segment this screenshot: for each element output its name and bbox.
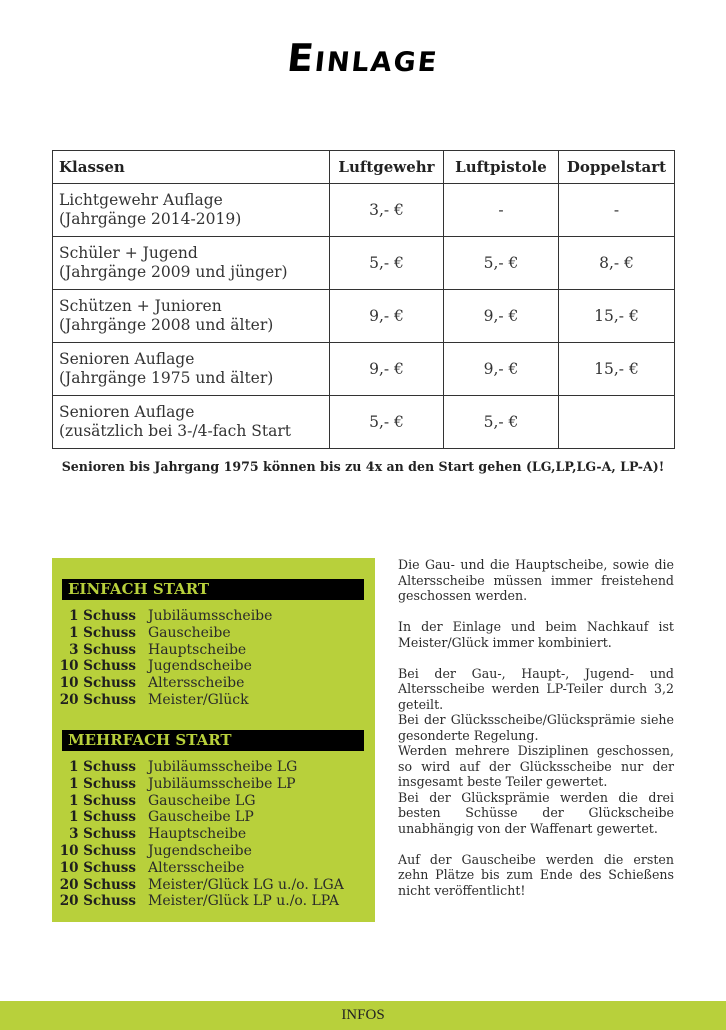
fee-luftpistole: 9,- € (444, 343, 559, 396)
target-name: Altersscheibe (148, 859, 245, 876)
fee-doppelstart: 15,- € (559, 290, 675, 343)
info-paragraph: Bei der Gau-, Haupt-, Jugend- und Altersscheibe werden LP-Teiler durch 3,2 geteilt. (398, 665, 674, 712)
fee-luftgewehr: 3,- € (330, 184, 444, 237)
list-item (52, 658, 375, 675)
list-item (52, 893, 375, 910)
fee-luftpistole: - (444, 184, 559, 237)
shot-count: 20 Schuss (59, 893, 136, 910)
list-item (52, 776, 375, 793)
shot-count: 3 Schuss (69, 826, 136, 843)
seniors-note: Senioren bis Jahrgang 1975 können bis zu 4x an den Start gehen (LG,LP,LG-A, LP-A)! (61, 459, 665, 474)
footer-bar (0, 1001, 726, 1030)
info-paragraph: In der Einlage und beim Nachkauf ist Meister/Glück immer kombiniert. (398, 619, 674, 650)
table-row (53, 343, 675, 396)
class-cell (53, 184, 330, 237)
list-item (52, 642, 375, 659)
target-name: Hauptscheibe (148, 826, 247, 843)
info-paragraph: Bei der Glücksscheibe/Glücksprämie siehe gesonderte Regelung. (398, 712, 674, 743)
list-item (52, 860, 375, 877)
shots-panel (52, 558, 375, 922)
shot-count: 1 Schuss (69, 608, 136, 624)
target-name: Gauscheibe (148, 624, 231, 641)
shot-count: 10 Schuss (59, 675, 136, 692)
table-header-row (53, 151, 675, 184)
header-luftpistole: Luftpistole (444, 151, 559, 184)
info-paragraph: Auf der Gauscheibe werden die ersten zehn Plätze bis zum Ende des Schießens nicht veröffentlicht! (398, 851, 674, 898)
class-name: Schützen + Junioren (59, 297, 222, 315)
list-item (52, 692, 375, 709)
list-item (52, 826, 375, 843)
fee-luftgewehr: 9,- € (330, 290, 444, 343)
header-luftgewehr: Luftgewehr (330, 151, 444, 184)
mehrfach-start-list (52, 759, 375, 910)
target-name: Jugendscheibe (148, 842, 252, 859)
info-paragraph: Bei der Glücksprämie werden die drei besten Schüsse der Glückscheibe unabhängig von der Waffenart gewertet. (398, 789, 674, 836)
info-paragraph: Die Gau- und die Hauptscheibe, sowie die Altersscheibe müssen immer freistehend geschossen werden. (398, 557, 674, 603)
info-paragraph: Werden mehrere Disziplinen geschossen, so wird auf der Glücksscheibe nur der insgesamt beste Teiler gewertet. (398, 743, 674, 789)
class-cell (53, 343, 330, 396)
info-text (398, 557, 674, 898)
class-name: Schüler + Jugend (59, 244, 198, 262)
fee-luftgewehr: 9,- € (330, 343, 444, 396)
target-name: Gauscheibe LG (148, 792, 256, 809)
target-name: Meister/Glück LG u./o. LGA (148, 876, 344, 893)
shot-count: 10 Schuss (59, 859, 136, 876)
header-klassen: Klassen (53, 151, 330, 184)
shot-count: 10 Schuss (59, 658, 136, 675)
fee-luftpistole: 9,- € (444, 290, 559, 343)
shot-count: 1 Schuss (69, 624, 136, 641)
target-name: Meister/Glück LP u./o. LPA (148, 893, 340, 910)
class-name: Lichtgewehr Auflage (59, 191, 223, 209)
footer-label: INFOS (341, 1007, 385, 1023)
class-cell (53, 290, 330, 343)
list-item (52, 809, 375, 826)
table-row (53, 396, 675, 449)
einfach-start-heading: EINFACH START (62, 579, 364, 600)
target-name: Jubiläumsscheibe (148, 608, 273, 624)
fee-doppelstart (559, 396, 675, 449)
target-name: Meister/Glück (148, 691, 249, 708)
fee-doppelstart: 8,- € (559, 237, 675, 290)
fee-doppelstart: 15,- € (559, 343, 675, 396)
class-name: Senioren Auflage (59, 350, 195, 368)
list-item (52, 843, 375, 860)
shot-count: 20 Schuss (59, 876, 136, 893)
target-name: Altersscheibe (148, 675, 245, 692)
fee-luftgewehr: 5,- € (330, 237, 444, 290)
list-item (52, 759, 375, 776)
target-name: Hauptscheibe (148, 641, 247, 658)
target-name: Gauscheibe LP (148, 809, 254, 826)
class-years: (Jahrgänge 1975 und älter) (59, 369, 274, 387)
shot-count: 1 Schuss (69, 792, 136, 809)
fee-table (52, 150, 675, 449)
page-title: Einlage (285, 36, 441, 80)
shot-count: 10 Schuss (59, 842, 136, 859)
class-cell (53, 396, 330, 449)
fee-luftpistole: 5,- € (444, 396, 559, 449)
list-item (52, 793, 375, 810)
shot-count: 20 Schuss (59, 691, 136, 708)
class-years: (Jahrgänge 2009 und jünger) (59, 263, 288, 281)
table-row (53, 184, 675, 237)
class-name: Senioren Auflage (59, 403, 195, 421)
table-row (53, 290, 675, 343)
mehrfach-start-heading: MEHRFACH START (62, 730, 364, 751)
list-item (52, 625, 375, 642)
header-doppelstart: Doppelstart (559, 151, 675, 184)
fee-luftpistole: 5,- € (444, 237, 559, 290)
list-item (52, 608, 375, 625)
shot-count: 1 Schuss (69, 775, 136, 792)
einfach-start-list (52, 608, 375, 709)
target-name: Jubiläumsscheibe LP (148, 775, 296, 792)
class-cell (53, 237, 330, 290)
target-name: Jubiläumsscheibe LG (148, 759, 298, 775)
fee-luftgewehr: 5,- € (330, 396, 444, 449)
target-name: Jugendscheibe (148, 658, 252, 675)
list-item (52, 675, 375, 692)
shot-count: 3 Schuss (69, 641, 136, 658)
class-years: (zusätzlich bei 3-/4-fach Start (59, 422, 291, 440)
shot-count: 1 Schuss (69, 759, 136, 775)
table-row (53, 237, 675, 290)
fee-doppelstart: - (559, 184, 675, 237)
shot-count: 1 Schuss (69, 809, 136, 826)
list-item (52, 877, 375, 894)
class-years: (Jahrgänge 2008 und älter) (59, 316, 274, 334)
class-years: (Jahrgänge 2014-2019) (59, 210, 242, 228)
